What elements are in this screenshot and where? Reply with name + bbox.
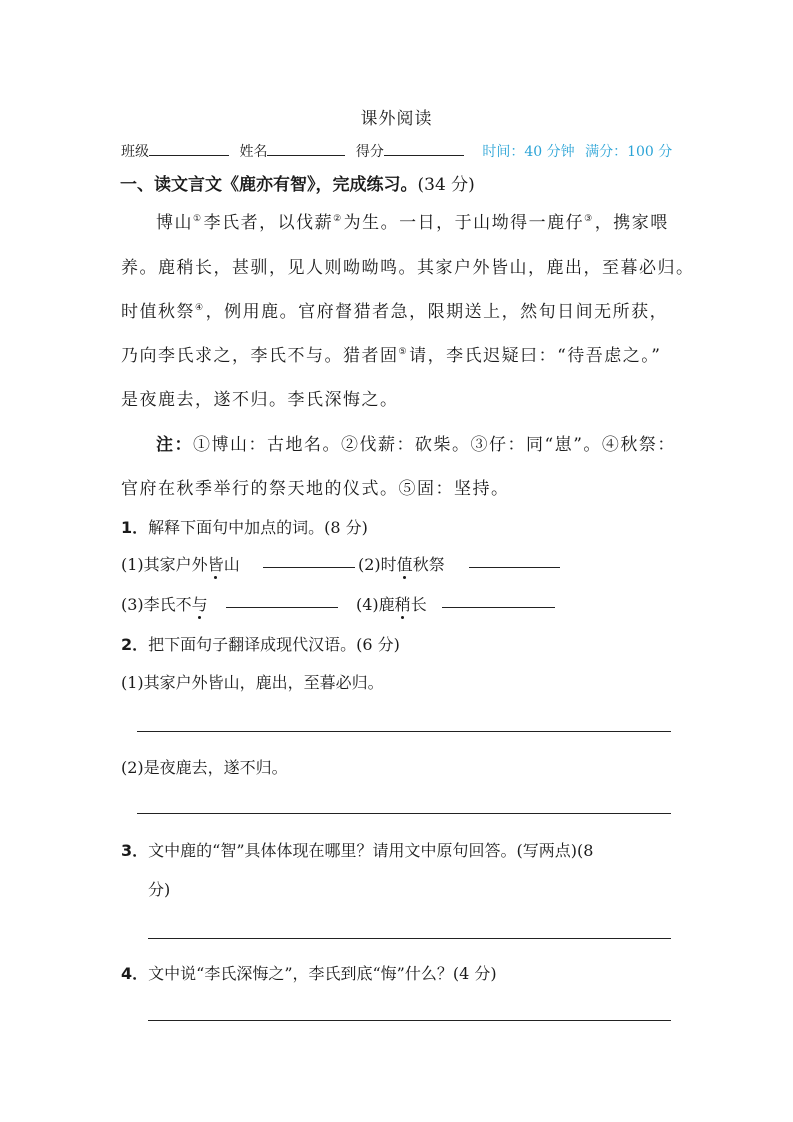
item-text: 秋祭 [412, 555, 445, 574]
answer-line[interactable] [148, 1020, 671, 1021]
item-text: (1)其家户外 [121, 555, 208, 574]
dotted-word: 皆 [207, 555, 224, 574]
footnote-mark: ③ [584, 214, 594, 224]
passage-text: ，携家喂 [594, 213, 669, 233]
class-blank[interactable] [149, 141, 229, 156]
question-3-cont: 分) [148, 880, 171, 899]
notes-text: ①博山：古地名。②伐薪：砍柴。③仔：同“崽”。④秋祭： [193, 435, 676, 455]
question-text: 文中说“李氏深悔之”，李氏到底“悔”什么？(4 分) [148, 964, 497, 983]
section-heading [120, 170, 475, 195]
passage-line: 养。鹿稍长，甚驯，见人则呦呦鸣。其家户外皆山，鹿出，至暮必归。 [121, 258, 695, 278]
notes-line [156, 430, 676, 455]
footnote-mark: ⑤ [398, 347, 409, 357]
question-number: 4． [121, 964, 149, 983]
item-text: (3)李氏不 [121, 595, 192, 614]
question-2 [121, 632, 400, 655]
full-score: 满分：100 分 [585, 144, 673, 160]
name-blank[interactable] [267, 141, 345, 156]
notes-line: 官府在秋季举行的祭天地的仪式。⑤固：坚持。 [121, 479, 510, 499]
question-3 [121, 838, 593, 861]
passage-text: 为生。一日，于山坳得一鹿仔 [343, 213, 585, 233]
dotted-word: 与 [191, 595, 208, 614]
passage-line [121, 297, 668, 322]
passage-text: 博山 [156, 213, 193, 233]
question-number: 2． [121, 635, 149, 654]
q1-item-2 [358, 552, 445, 575]
answer-blank[interactable] [263, 567, 355, 568]
passage-text: ，例用鹿。官府督猎者急，限期送上，然旬日间无所获， [205, 302, 669, 322]
question-number: 3． [121, 841, 149, 860]
item-text: 山 [223, 555, 240, 574]
q2-sentence-2: (2)是夜鹿去，遂不归。 [121, 758, 288, 777]
q1-row-1 [121, 552, 240, 575]
item-text: (2)时 [358, 555, 397, 574]
notes-label: 注： [156, 435, 193, 455]
passage-line: 是夜鹿去，遂不归。李氏深悔之。 [121, 390, 399, 410]
passage-line [156, 208, 669, 233]
q2-sentence-1: (1)其家户外皆山，鹿出，至暮必归。 [121, 673, 384, 692]
passage-text: 时值秋祭 [121, 302, 195, 322]
score-blank[interactable] [384, 141, 464, 156]
class-label: 班级 [121, 144, 149, 160]
section-heading-text: 一、读文言文《鹿亦有智》，完成练习。 [120, 175, 418, 195]
footnote-mark: ④ [195, 303, 205, 313]
item-text: (4)鹿 [356, 595, 395, 614]
time-limit: 时间：40 分钟 [482, 144, 575, 160]
answer-blank[interactable] [442, 607, 555, 608]
question-text: 解释下面句中加点的词。(8 分) [148, 518, 368, 537]
answer-blank[interactable] [226, 607, 338, 608]
passage-text: 李氏者，以伐薪 [203, 213, 334, 233]
answer-line[interactable] [148, 938, 671, 939]
q1-item-4 [356, 592, 427, 615]
answer-line[interactable] [137, 813, 671, 814]
passage-line [121, 341, 661, 366]
footnote-mark: ② [333, 214, 343, 224]
passage-text: 请，李氏迟疑曰：“待吾虑之。” [409, 346, 662, 366]
answer-blank[interactable] [469, 567, 560, 568]
item-text: 长 [410, 595, 427, 614]
score-label: 得分 [355, 144, 384, 160]
question-text: 文中鹿的“智”具体体现在哪里？请用文中原句回答。(写两点)(8 [148, 841, 594, 860]
page-title: 课外阅读 [360, 109, 433, 129]
question-number: 1． [121, 518, 149, 537]
dotted-word: 值 [396, 555, 413, 574]
question-4 [121, 961, 497, 984]
footnote-mark: ① [193, 214, 203, 224]
answer-line[interactable] [137, 731, 671, 732]
passage-text: 乃向李氏求之，李氏不与。猎者固 [121, 346, 399, 366]
name-label: 姓名 [239, 144, 268, 160]
question-1 [121, 515, 368, 538]
question-text: 把下面句子翻译成现代汉语。(6 分) [148, 635, 400, 654]
info-row [121, 141, 672, 161]
q1-row-2 [121, 592, 208, 615]
section-points: (34 分) [417, 175, 475, 195]
dotted-word: 稍 [394, 595, 411, 614]
